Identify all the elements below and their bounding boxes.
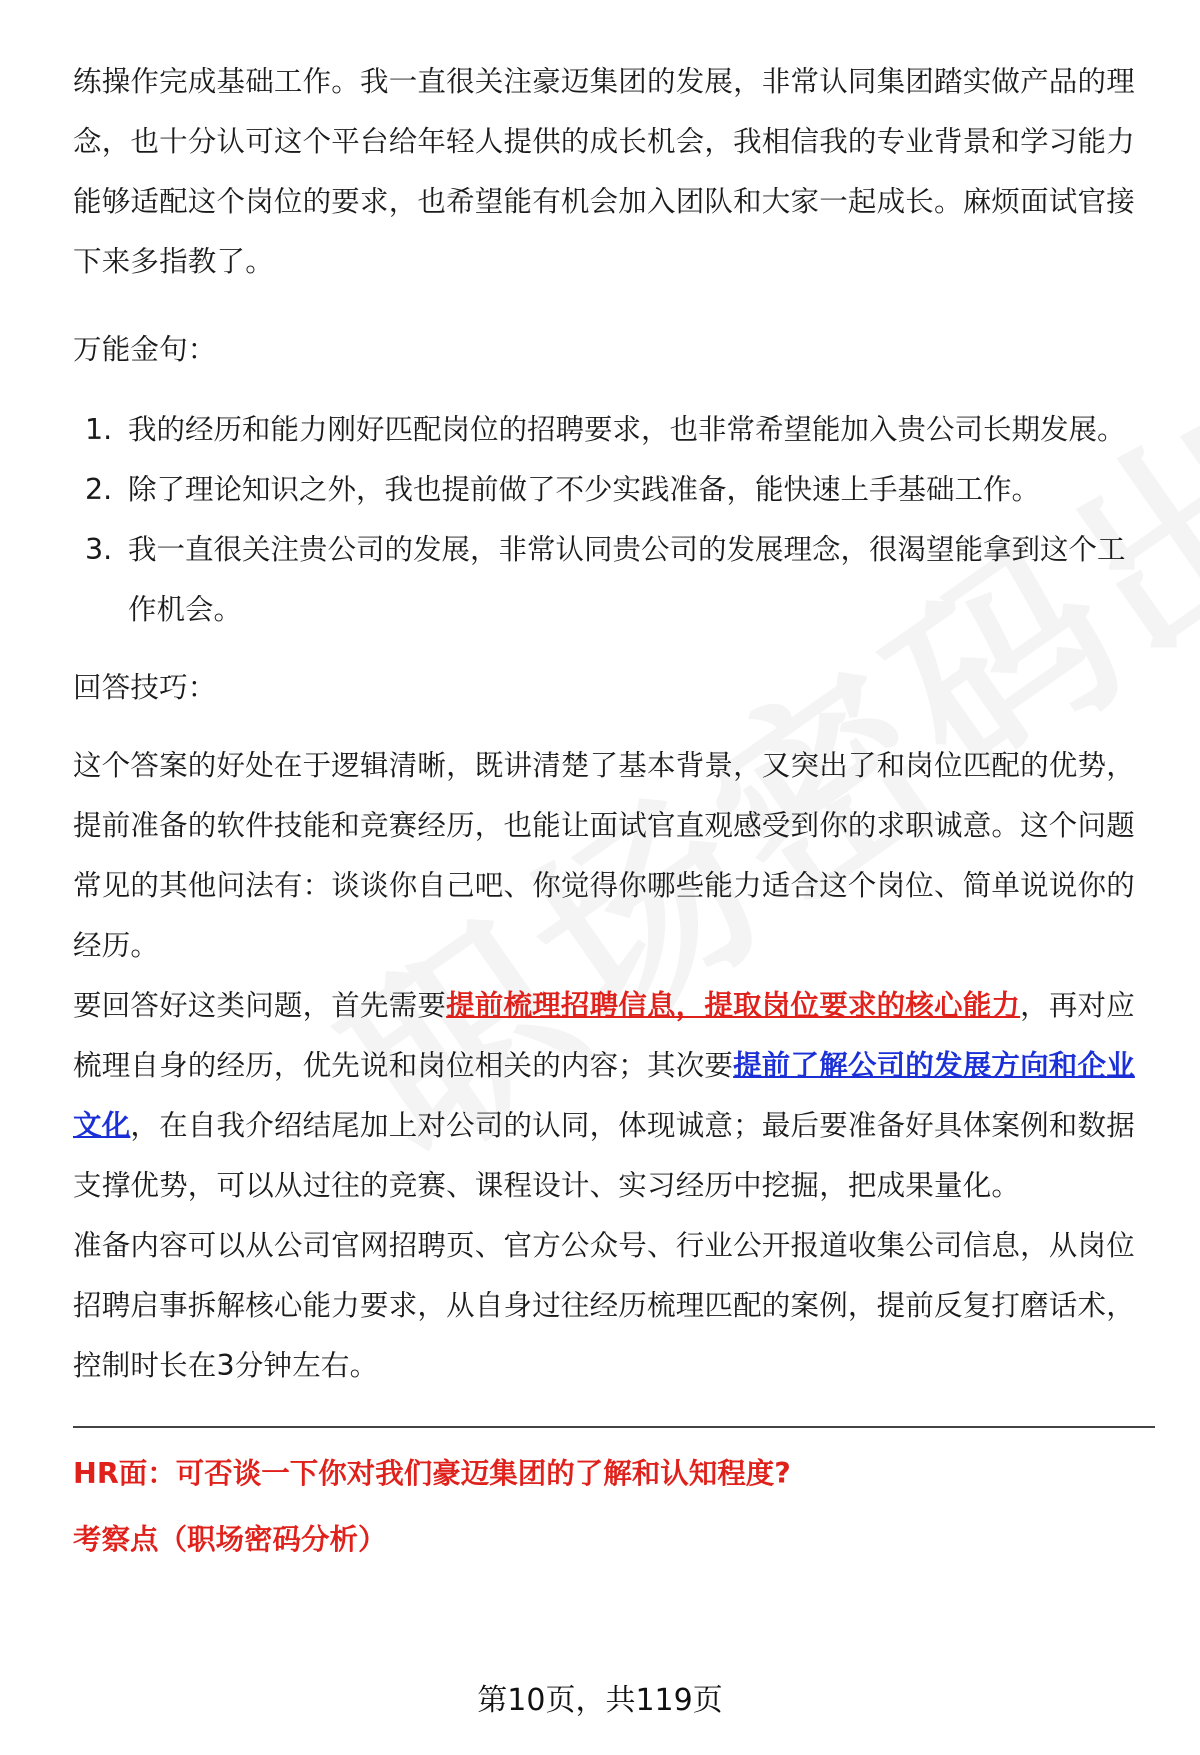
question-subtitle: 考察点（职场密码分析）	[73, 1523, 387, 1556]
tips-paragraph-2	[73, 976, 1153, 1216]
list-item	[73, 460, 1153, 520]
golden-sentences-list	[73, 400, 1153, 640]
tips-paragraph-3: 准备内容可以从公司官网招聘页、官方公众号、行业公开报道收集公司信息，从岗位招聘启事拆解核心能力要求，从自身过往经历梳理匹配的案例，提前反复打磨话术，控制时长在3分钟左右。	[73, 1229, 1135, 1382]
document-body	[73, 52, 1153, 1570]
list-item-text: 我一直很关注贵公司的发展，非常认同贵公司的发展理念，很渴望能拿到这个工作机会。	[128, 533, 1126, 626]
highlight-company-culture: 提前了解公司的发展方向和企业文化	[73, 1049, 1135, 1142]
golden-sentences-label: 万能金句：	[73, 333, 217, 366]
list-item-text: 除了理论知识之外，我也提前做了不少实践准备，能快速上手基础工作。	[128, 473, 1041, 506]
list-item-number: 2.	[85, 473, 113, 506]
list-item-number: 3.	[85, 533, 113, 566]
tips-text: ，再对应梳理自身的经历，优先说和岗位相关的内容；其次要	[73, 989, 1135, 1082]
section-divider	[73, 1426, 1155, 1428]
question-title: HR面：可否谈一下你对我们豪迈集团的了解和认知程度?	[73, 1457, 791, 1490]
list-item-text: 我的经历和能力刚好匹配岗位的招聘要求，也非常希望能加入贵公司长期发展。	[128, 413, 1126, 446]
highlight-core-ability: 提前梳理招聘信息，提取岗位要求的核心能力	[446, 989, 1021, 1022]
tips-paragraph-1: 这个答案的好处在于逻辑清晰，既讲清楚了基本背景，又突出了和岗位匹配的优势，提前准备的软件技能和竞赛经历，也能让面试官直观感受到你的求职诚意。这个问题常见的其他问法有：谈谈你自己吧、你觉得你哪些能力适合这个岗位、简单说说你的经历。	[73, 749, 1135, 962]
tips-text: 要回答好这类问题，首先需要	[73, 989, 447, 1022]
tips-text: ，在自我介绍结尾加上对公司的认同，体现诚意；最后要准备好具体案例和数据支撑优势，可以从过往的竞赛、课程设计、实习经历中挖掘，把成果量化。	[73, 1109, 1135, 1202]
tips-label: 回答技巧：	[73, 671, 217, 704]
list-item	[73, 520, 1153, 640]
list-item	[73, 400, 1153, 460]
list-item-number: 1.	[85, 413, 113, 446]
page-number: 第10页，共119页	[477, 1683, 723, 1718]
intro-paragraph: 练操作完成基础工作。我一直很关注豪迈集团的发展，非常认同集团踏实做产品的理念，也十分认可这个平台给年轻人提供的成长机会，我相信我的专业背景和学习能力能够适配这个岗位的要求，也希望能有机会加入团队和大家一起成长。麻烦面试官接下来多指教了。	[73, 65, 1135, 278]
